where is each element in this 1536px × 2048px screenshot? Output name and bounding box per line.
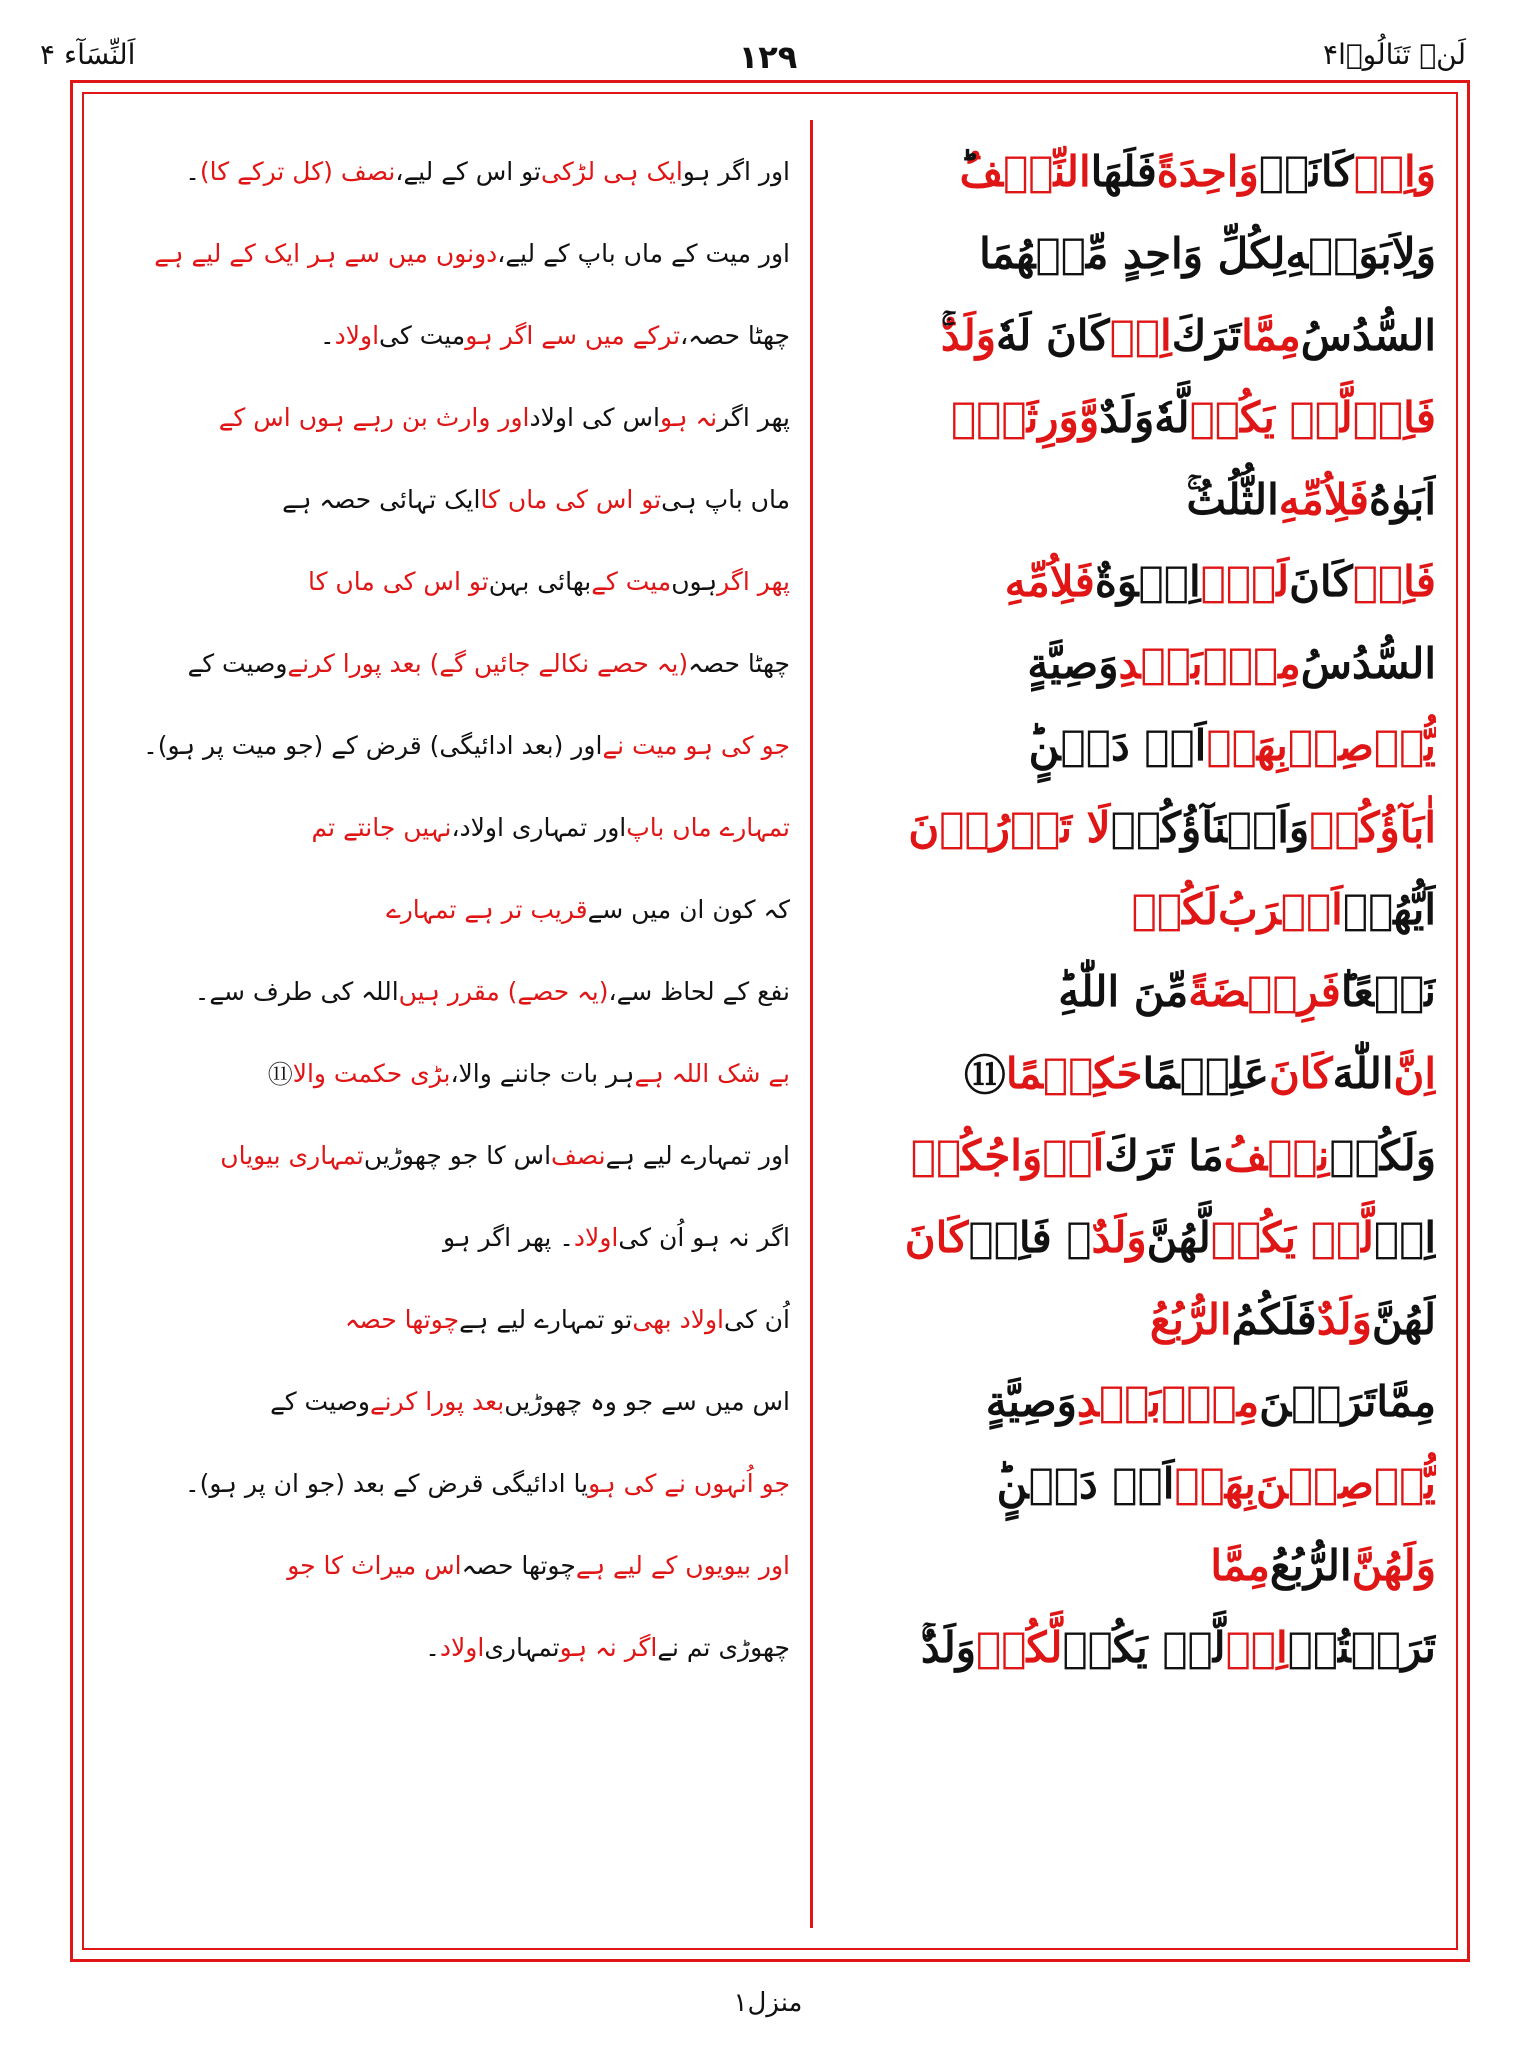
arabic-line-segment: مِنۡۢ (1202, 638, 1301, 688)
urdu-translation-column (100, 130, 790, 1688)
urdu-line-segment: تمہاری (484, 1632, 560, 1662)
arabic-line-segment: لَكُمۡ (1131, 884, 1219, 934)
urdu-line-segment: اولاد (573, 1222, 619, 1252)
arabic-line-segment: اِنۡ (1225, 1622, 1288, 1672)
urdu-line-segment: میت کی (379, 320, 466, 350)
arabic-line-segment: اِنۡ (1109, 310, 1172, 360)
urdu-line-segment: اس میراث کا جو (287, 1550, 462, 1580)
arabic-line-segment: بَعۡدِ (1118, 638, 1203, 688)
arabic-line (756, 950, 1436, 1032)
urdu-line-segment: پھر اگر (717, 402, 790, 432)
arabic-text-column (756, 130, 1436, 1688)
urdu-line-segment: چوتھا حصہ (461, 1550, 576, 1580)
arabic-line-segment: لَّمۡ يَكُنۡ (1189, 392, 1353, 442)
urdu-line-segment: ۔ پھر اگر ہو (442, 1222, 574, 1252)
arabic-line-segment: لَهٗۤ (1200, 556, 1290, 606)
urdu-line-segment: نفع کے لحاظ سے، (608, 976, 790, 1006)
urdu-line-segment: چھٹا حصہ، (680, 320, 790, 350)
arabic-line-segment: اِنَّ (1393, 1048, 1436, 1098)
arabic-line-segment: تَرَكَ (1171, 310, 1242, 360)
arabic-line-segment: ⑪ (963, 1051, 1006, 1100)
arabic-line-segment: اَبَوٰهُ (1368, 474, 1436, 524)
arabic-line-segment: وَلَهُنَّ (1351, 1540, 1436, 1590)
urdu-line-segment: نہیں جانتے تم (311, 812, 452, 842)
arabic-line-segment: اٰبَآؤُكُمۡ (1309, 802, 1436, 852)
urdu-line (100, 294, 790, 376)
urdu-line-segment: جو اُنہوں نے کی ہو (588, 1468, 790, 1498)
arabic-line-segment: لَّهُنَّ (1146, 1212, 1211, 1262)
arabic-line-segment: وَلَدٌ (920, 1622, 977, 1672)
arabic-line-segment: اِخۡوَةٌ (1094, 556, 1201, 606)
urdu-line-segment: وصیت کے (187, 648, 288, 678)
urdu-line (100, 212, 790, 294)
urdu-line-segment: اللہ کی طرف سے۔ (194, 976, 399, 1006)
urdu-line (100, 1606, 790, 1688)
arabic-line-segment: اَيُّهُمۡ (1342, 884, 1436, 934)
urdu-line (100, 1360, 790, 1442)
arabic-line-segment: وَلَدٌ (1099, 392, 1155, 442)
page-number: ۱۲۹ (738, 38, 798, 76)
arabic-line (756, 294, 1436, 376)
urdu-line (100, 458, 790, 540)
urdu-line (100, 1442, 790, 1524)
manzil-footer: منزل۱ (733, 1988, 803, 2018)
arabic-line-segment: لَا تَدۡرُوۡنَ (908, 802, 1111, 852)
urdu-line-segment: ہر بات جاننے والا، (450, 1058, 635, 1088)
arabic-line-segment: لَّمۡ يَكُنۡ (1062, 1622, 1226, 1672)
arabic-line-segment: لِكُلِّ وَاحِدٍ مِّنۡهُمَا (979, 228, 1286, 278)
arabic-line-segment: مِّنَ اللّٰهِ (1058, 966, 1189, 1016)
arabic-line-segment: وَاَبۡنَآؤُكُمۡ (1110, 802, 1310, 852)
arabic-line-segment: بَعۡدِ (1076, 1376, 1162, 1426)
arabic-line-segment: اَوۡ دَيۡنٍ (996, 1458, 1175, 1508)
urdu-line (100, 376, 790, 458)
urdu-line-segment: اس میں سے جو وہ چھوڑیں (504, 1386, 790, 1416)
arabic-line (756, 1032, 1436, 1114)
arabic-line-segment: تَرَكۡتُمۡ (1287, 1622, 1436, 1672)
arabic-line (756, 1606, 1436, 1688)
urdu-line (100, 1196, 790, 1278)
urdu-line-segment: تمہارے ماں باپ (626, 812, 790, 842)
urdu-line-segment: بھائی بہن (488, 566, 592, 596)
arabic-line (756, 622, 1436, 704)
arabic-line-segment: اَزۡوَاجُكُمۡ (910, 1130, 1105, 1180)
urdu-line-segment: ہوں (671, 566, 718, 596)
arabic-line (756, 376, 1436, 458)
urdu-line-segment: اُن کی (724, 1304, 790, 1334)
arabic-line-segment: فَاِنۡ (1352, 556, 1436, 606)
urdu-line-segment: تو اس کے لیے، (395, 156, 541, 186)
urdu-line-segment: پھر اگر (717, 566, 790, 596)
arabic-line (756, 1196, 1436, 1278)
urdu-line-segment: ۔ (425, 1632, 440, 1662)
arabic-line (756, 868, 1436, 950)
arabic-line-segment: وَلَكُمۡ (1329, 1130, 1436, 1180)
arabic-line (756, 1114, 1436, 1196)
arabic-line-segment: ۚ فَاِنۡ (968, 1212, 1092, 1262)
urdu-line-segment: ۔ (185, 156, 200, 186)
urdu-line (100, 1114, 790, 1196)
urdu-line-segment: ایک تہائی حصہ ہے (282, 484, 481, 514)
arabic-line (756, 704, 1436, 786)
urdu-line-segment: چوتھا حصہ (344, 1304, 460, 1334)
urdu-line-segment: اور تمہارے لیے ہے (605, 1140, 790, 1170)
arabic-line-segment: اَقۡرَبُ (1218, 884, 1343, 934)
urdu-line (100, 130, 790, 212)
urdu-line-segment: اگر نہ ہو (559, 1632, 658, 1662)
urdu-line-segment: اولاد بھی (632, 1304, 724, 1334)
arabic-line-segment: وَلِاَبَوَيۡهِ (1285, 228, 1436, 278)
urdu-line (100, 1524, 790, 1606)
urdu-line-segment: وصیت کے (270, 1386, 370, 1416)
urdu-line-segment: (یہ حصے) مقرر ہیں (398, 976, 609, 1006)
arabic-line-segment: بِهَاۤ (1206, 720, 1288, 770)
arabic-line-segment: وَّوَرِثَهٗۤ (950, 392, 1100, 442)
arabic-line-segment: وَلَدٌ (940, 310, 997, 360)
arabic-line-segment: السُّدُسُ (1300, 638, 1436, 688)
arabic-line-segment: الرُّبُعُ (1269, 1540, 1352, 1590)
urdu-line-segment: یا ادائیگی قرض کے بعد (جو ان پر ہو)۔ (184, 1468, 589, 1498)
arabic-line-segment: فَلَهَا (1090, 146, 1157, 196)
arabic-line-segment: يُّوۡصِىۡ (1287, 720, 1436, 770)
urdu-line-segment: اولاد (334, 320, 380, 350)
urdu-line-segment: بے شک اللہ ہے (634, 1058, 790, 1088)
arabic-line-segment: اَوۡ دَيۡنٍ (1028, 720, 1207, 770)
arabic-line-segment: عَلِيۡمًا (1142, 1048, 1269, 1098)
arabic-line-segment: فَلِاُمِّهِ (1004, 556, 1095, 606)
arabic-line-segment: لَّكُمۡ (976, 1622, 1063, 1672)
arabic-line-segment: تَرَكۡنَ (1259, 1376, 1377, 1426)
arabic-line (756, 786, 1436, 868)
arabic-line-segment: نَفۡعًا (1340, 966, 1436, 1016)
arabic-line (756, 1278, 1436, 1360)
arabic-line-segment: الرُّبُعُ (1149, 1294, 1232, 1344)
urdu-line-segment: اور میت کے ماں باپ کے لیے، (497, 238, 790, 268)
arabic-line-segment: وَصِيَّةٍ (985, 1376, 1077, 1426)
urdu-line (100, 1278, 790, 1360)
arabic-line-segment: وَلَدٌ (1316, 1294, 1372, 1344)
arabic-line-segment: النِّصۡفُ (959, 146, 1091, 196)
arabic-line-segment: وَاحِدَةً (1156, 146, 1259, 196)
arabic-line-segment: فَاِنۡ (1352, 392, 1436, 442)
arabic-line-segment: لَهُنَّ (1371, 1294, 1436, 1344)
urdu-line-segment: اور بیویوں کے لیے ہے (575, 1550, 790, 1580)
arabic-line (756, 130, 1436, 212)
urdu-line-segment: میت کے (591, 566, 672, 596)
urdu-line-segment: ⑪ (267, 1060, 293, 1089)
urdu-line (100, 704, 790, 786)
arabic-line-segment: كَانَ (904, 1212, 969, 1262)
urdu-line-segment: تمہاری بیویاں (220, 1140, 364, 1170)
arabic-line-segment: مِمَّا (1210, 1540, 1270, 1590)
urdu-line-segment: (یہ حصے نکالے جائیں گے) بعد پورا کرنے (287, 648, 689, 678)
arabic-line-segment: لَّمۡ يَكُنۡ (1210, 1212, 1374, 1262)
arabic-line-segment: فَرِيۡضَةً (1188, 966, 1341, 1016)
urdu-line (100, 950, 790, 1032)
urdu-line-segment: اور تمہاری اولاد، (451, 812, 627, 842)
urdu-line-segment: اگر نہ ہو اُن کی (618, 1222, 790, 1252)
urdu-line (100, 622, 790, 704)
arabic-line-segment: وَاِنۡ (1353, 146, 1436, 196)
urdu-line-segment: کہ کون ان میں سے (587, 894, 790, 924)
urdu-line-segment: اس کی اولاد (529, 402, 660, 432)
urdu-line-segment: چھٹا حصہ (688, 648, 790, 678)
urdu-line-segment: نہ ہو (660, 402, 718, 432)
urdu-line-segment: اس کا جو چھوڑیں (363, 1140, 552, 1170)
urdu-line-segment: بڑی حکمت والا (292, 1058, 451, 1088)
arabic-line-segment: مَا تَرَكَ (1104, 1130, 1224, 1180)
arabic-line-segment: كَانَ لَهٗ (996, 310, 1110, 360)
arabic-line-segment: يُّوۡصِيۡنَ (1255, 1458, 1436, 1508)
urdu-line-segment: اور وارث بن رہے ہوں اس کے (218, 402, 530, 432)
arabic-line-segment: حَكِيۡمًا (1005, 1048, 1143, 1098)
urdu-line-segment: ۔ (319, 320, 335, 350)
urdu-line-segment: قریب تر ہے تمہارے (386, 894, 588, 924)
surah-header: اَلنِّسَآء ۴ (40, 38, 136, 71)
urdu-line-segment: نصف (کل ترکے کا) (199, 156, 396, 186)
arabic-line-segment: مِنۡۢ (1161, 1376, 1260, 1426)
urdu-line-segment: جو کی ہو میت نے (602, 730, 790, 760)
arabic-line-segment: وَلَدٌ (1091, 1212, 1147, 1262)
arabic-line-segment: وَصِيَّةٍ (1027, 638, 1119, 688)
arabic-line (756, 1442, 1436, 1524)
urdu-line (100, 786, 790, 868)
urdu-line-segment: چھوڑی تم نے (657, 1632, 790, 1662)
urdu-line-segment: اور اگر ہو (682, 156, 790, 186)
urdu-line-segment: ایک ہی لڑکی (540, 156, 683, 186)
urdu-line-segment: اولاد (439, 1632, 485, 1662)
arabic-line-segment: كَانَ (1289, 556, 1353, 606)
arabic-line (756, 1360, 1436, 1442)
urdu-line-segment: تو تمہارے لیے ہے (459, 1304, 633, 1334)
arabic-line-segment: مِمَّا (1376, 1376, 1436, 1426)
urdu-line-segment: دونوں میں سے ہر ایک کے لیے ہے (154, 238, 498, 268)
urdu-line (100, 868, 790, 950)
juz-header: لَنۡ تَنَالُوۡا۴ (1323, 38, 1466, 71)
urdu-line-segment: اور (بعد ادائیگی) قرض کے (جو میت پر ہو)۔ (143, 730, 603, 760)
arabic-line-segment: كَانَتۡ (1258, 146, 1354, 196)
arabic-line-segment: اللّٰهَ (1332, 1048, 1394, 1098)
arabic-line (756, 458, 1436, 540)
arabic-line-segment: مِمَّا (1241, 310, 1301, 360)
arabic-line-segment: اِنۡ (1373, 1212, 1436, 1262)
arabic-line-segment: السُّدُسُ (1300, 310, 1436, 360)
urdu-line-segment: تو اس کی ماں کا (480, 484, 662, 514)
urdu-line-segment: ماں باپ ہی (661, 484, 790, 514)
arabic-line-segment: فَلَكُمُ (1231, 1294, 1317, 1344)
urdu-line-segment: نصف (551, 1140, 606, 1170)
arabic-line (756, 212, 1436, 294)
urdu-line-segment: بعد پورا کرنے (369, 1386, 505, 1416)
arabic-line-segment: كَانَ (1268, 1048, 1333, 1098)
arabic-line-segment: الثُّلُثُ (1186, 474, 1279, 524)
urdu-line (100, 540, 790, 622)
arabic-line-segment: نِصۡفُ (1223, 1130, 1330, 1180)
urdu-line-segment: ترکے میں سے اگر ہو (465, 320, 681, 350)
arabic-line (756, 540, 1436, 622)
arabic-line-segment: بِهَاۤ (1174, 1458, 1256, 1508)
urdu-line (100, 1032, 790, 1114)
arabic-line-segment: فَلِاُمِّهِ (1278, 474, 1369, 524)
urdu-line-segment: تو اس کی ماں کا (307, 566, 489, 596)
arabic-line (756, 1524, 1436, 1606)
arabic-line-segment: لَّهٗ (1154, 392, 1190, 442)
